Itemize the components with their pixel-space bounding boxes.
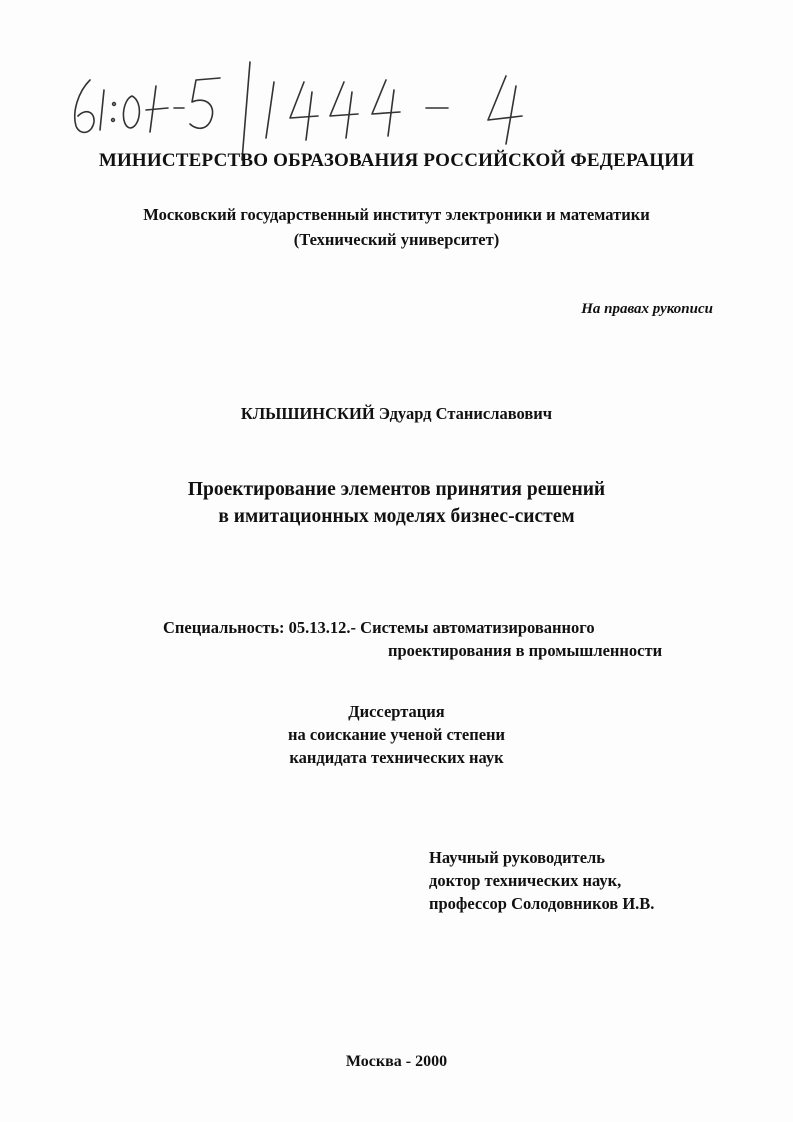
supervisor-name: профессор Солодовников И.В. [429,894,655,913]
institute-subtitle: (Технический университет) [293,230,500,249]
supervisor-degree: доктор технических наук, [429,871,622,890]
dissertation-title-line1: Проектирование элементов принятия решений [187,479,606,500]
degree-purpose: на соискание ученой степени [287,725,506,744]
author-name [0,404,793,424]
author-surname: КЛЫШИНСКИЙ [240,404,375,423]
dissertation-label: Диссертация [348,702,445,721]
manuscript-rights-note: На правах рукописи [581,301,713,317]
supervisor-role: Научный руководитель [429,848,605,867]
city-year: Москва - 2000 [345,1053,448,1070]
degree-name: кандидата технических наук [289,748,504,767]
institute-name: Московский государственный институт электроники и математики [143,205,650,224]
ministry-heading: МИНИСТЕРСТВО ОБРАЗОВАНИЯ РОССИЙСКОЙ ФЕДЕРАЦИИ [98,150,695,171]
specialty-line1: Специальность: 05.13.12.- Системы автоматизированного [163,618,595,637]
specialty-line2: проектирования в промышленности [388,641,663,660]
handwritten-archive-number [60,52,540,162]
author-given-names: Эдуард Станиславович [378,404,553,423]
dissertation-title-line2: в имитационных моделях бизнес-систем [218,506,575,527]
handwritten-number-drawing [60,52,540,162]
